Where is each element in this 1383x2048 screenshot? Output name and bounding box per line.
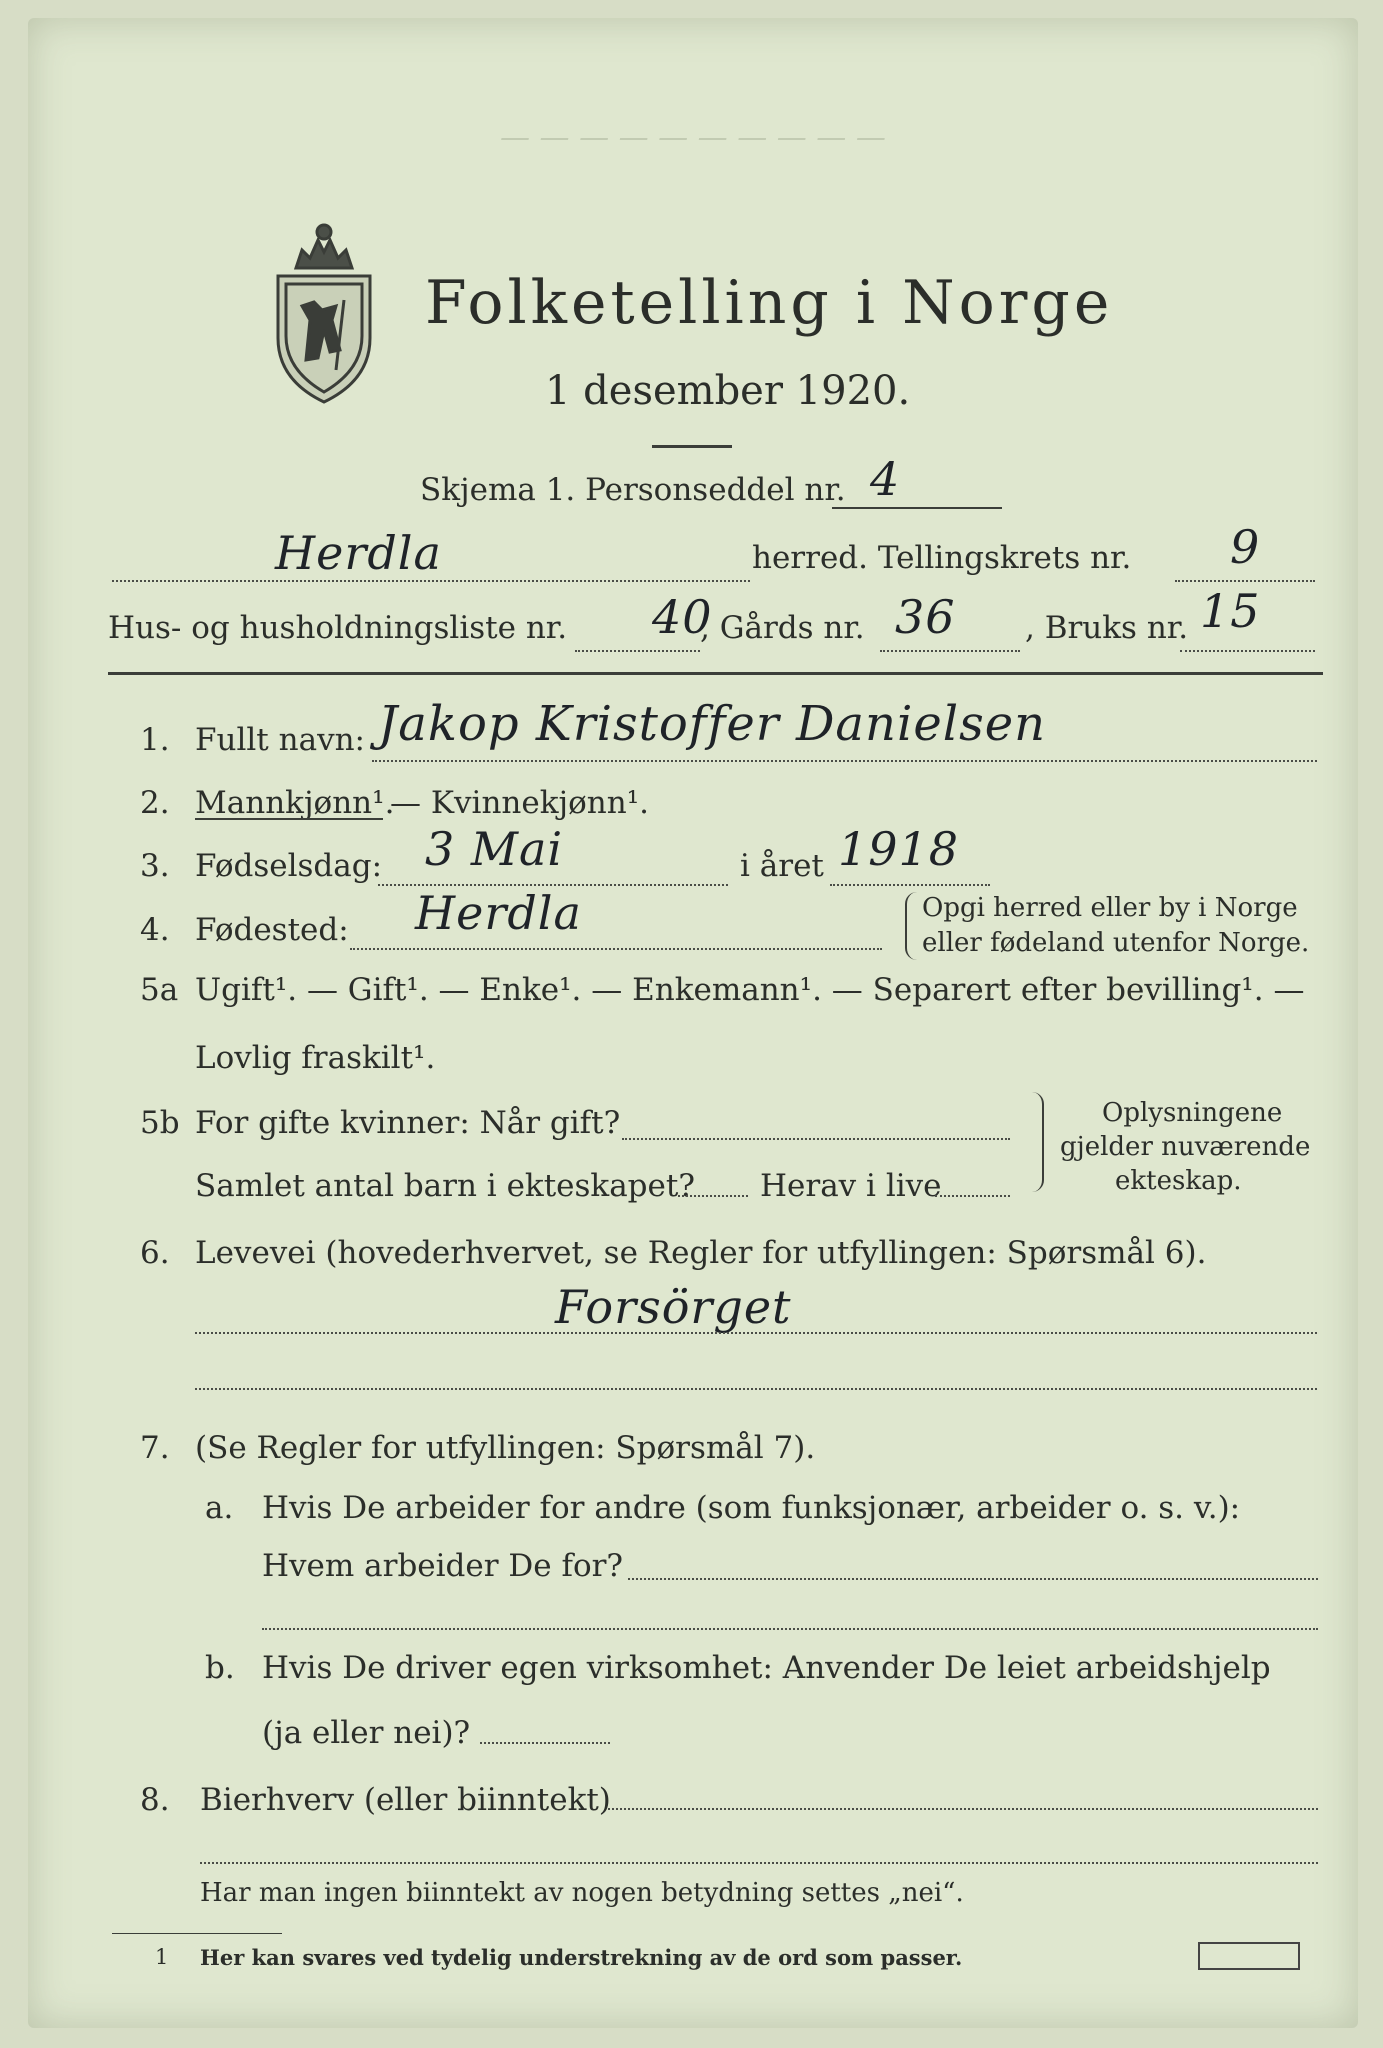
q8-line: [608, 1808, 1318, 1810]
form-title: Folketelling i Norge: [425, 268, 1114, 338]
q6-number: 6.: [140, 1235, 170, 1271]
tellingskrets-value[interactable]: 9: [1230, 520, 1261, 574]
occupation-value[interactable]: Forsörget: [555, 1280, 792, 1334]
q4-line: [350, 948, 882, 950]
gards-line: [880, 650, 1020, 652]
skjema-label: Skjema 1. Personseddel nr.: [420, 472, 846, 508]
bruks-nr-value[interactable]: 15: [1200, 584, 1261, 638]
birth-year-value[interactable]: 1918: [838, 822, 960, 876]
q5a-options-cont[interactable]: Lovlig fraskilt¹.: [195, 1040, 436, 1076]
q1-number: 1.: [140, 722, 170, 758]
q8-line-2: [200, 1862, 1318, 1864]
q4-label: Fødested:: [195, 912, 349, 948]
q3-label: Fødselsdag:: [195, 848, 383, 884]
birthplace-value[interactable]: Herdla: [415, 886, 582, 940]
q5b-when-line: [622, 1138, 1010, 1140]
q5a-options[interactable]: Ugift¹. — Gift¹. — Enke¹. — Enkemann¹. — Separert efter bevilling¹. —: [195, 972, 1305, 1008]
q8-number: 8.: [140, 1782, 170, 1818]
hus-label: Hus- og husholdningsliste nr.: [108, 610, 568, 646]
q1-line: [372, 760, 1317, 762]
personseddel-nr-value[interactable]: 4: [870, 452, 901, 506]
q3-number: 3.: [140, 848, 170, 884]
bruks-label: , Bruks nr.: [1025, 610, 1189, 646]
q7b-line2: (ja eller nei)?: [262, 1715, 471, 1751]
q2-number: 2.: [140, 785, 170, 821]
personseddel-line: [832, 507, 1002, 509]
q5b-children-line: [678, 1195, 748, 1197]
hus-nr-value[interactable]: 40: [652, 590, 713, 644]
q7a-line-2: [262, 1628, 1318, 1630]
bruks-line: [1180, 650, 1315, 652]
herred-label: herred. Tellingskrets nr.: [752, 540, 1132, 576]
q4-note-2: eller fødeland utenfor Norge.: [922, 928, 1310, 958]
hus-line: [575, 650, 700, 652]
herred-value[interactable]: Herdla: [275, 526, 442, 580]
q5b-brace: [1032, 1092, 1044, 1192]
q5b-note-2: gjelder nuværende: [1060, 1132, 1311, 1162]
q3-year-line: [830, 884, 990, 886]
footnote-mark: 1: [155, 1945, 169, 1969]
q5a-number: 5a: [140, 972, 179, 1008]
q5b-when-married: For gifte kvinner: Når gift?: [195, 1105, 621, 1141]
q5b-note-1: Oplysningene: [1102, 1098, 1283, 1128]
section-divider: [108, 672, 1323, 675]
footer-note: Har man ingen biinntekt av nogen betydning settes „nei“.: [200, 1878, 964, 1908]
q6-line-2: [195, 1388, 1317, 1390]
q7a-line: [628, 1578, 1318, 1580]
q7-number: 7.: [140, 1430, 170, 1466]
q6-line-1: [195, 1332, 1317, 1334]
q5b-note-3: ekteskap.: [1115, 1166, 1242, 1196]
gards-label: , Gårds nr.: [700, 610, 865, 646]
q5b-alive-line: [935, 1195, 1010, 1197]
herred-line: [112, 580, 750, 582]
form-date: 1 desember 1920.: [545, 368, 911, 414]
q7b-line1: Hvis De driver egen virksomhet: Anvender De leiet arbeidshjelp: [262, 1650, 1271, 1686]
q1-label: Fullt navn:: [195, 722, 365, 758]
q6-label: Levevei (hovederhvervet, se Regler for utfyllingen: Spørsmål 6).: [195, 1235, 1207, 1271]
gards-nr-value[interactable]: 36: [895, 590, 956, 644]
q8-label: Bierhverv (eller biinntekt): [200, 1782, 611, 1818]
q3-year-label: i året: [740, 848, 824, 884]
q7b-line: [480, 1742, 610, 1744]
q4-number: 4.: [140, 912, 170, 948]
q5b-alive-label: Herav i live: [760, 1168, 942, 1204]
q5b-children: Samlet antal barn i ekteskapet?: [195, 1168, 695, 1204]
q4-note-1: Opgi herred eller by i Norge: [922, 893, 1298, 923]
tellingskrets-line: [1175, 580, 1315, 582]
q2-male-option[interactable]: Mannkjønn¹.: [195, 785, 395, 821]
q7b-letter: b.: [205, 1650, 235, 1686]
q7-label: (Se Regler for utfyllingen: Spørsmål 7).: [195, 1430, 816, 1466]
q2-underline: [195, 818, 383, 820]
q7a-line1: Hvis De arbeider for andre (som funksjonær, arbeider o. s. v.):: [262, 1490, 1241, 1526]
bleed-through-text: — — — — — — — — — —: [500, 120, 886, 155]
q2-female-option[interactable]: — Kvinnekjønn¹.: [390, 785, 649, 821]
full-name-value[interactable]: Jakop Kristoffer Danielsen: [378, 696, 1047, 752]
norwegian-coat-of-arms-icon: [266, 210, 382, 406]
footnote-rule: [112, 1933, 282, 1934]
printer-stamp: [1198, 1942, 1300, 1970]
q4-brace: [905, 892, 917, 960]
q5b-number: 5b: [140, 1105, 180, 1141]
q7a-line2: Hvem arbeider De for?: [262, 1548, 624, 1584]
title-rule: [652, 445, 732, 448]
birthday-value[interactable]: 3 Mai: [425, 822, 564, 876]
footnote-text: Her kan svares ved tydelig understrekning av de ord som passer.: [200, 1945, 963, 1970]
q7a-letter: a.: [205, 1490, 234, 1526]
